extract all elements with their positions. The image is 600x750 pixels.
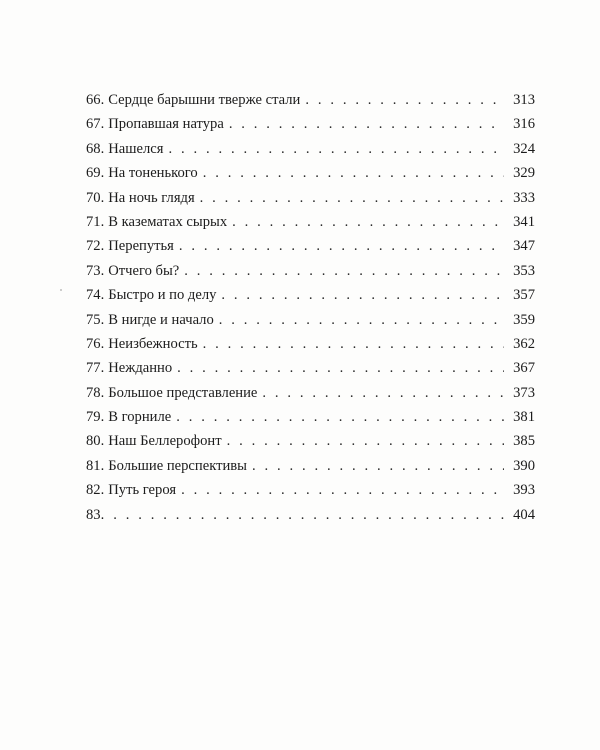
page-number: 390	[513, 457, 535, 474]
page-number: 404	[513, 506, 535, 523]
chapter-number: 81.	[86, 457, 105, 474]
chapter-number: 69.	[86, 165, 105, 182]
chapter-title: В казематах сырых	[108, 213, 228, 230]
dot-leader	[252, 454, 504, 478]
chapter-number: 74.	[86, 287, 105, 304]
chapter-number: 79.	[86, 409, 105, 426]
chapter-number: 72.	[86, 238, 105, 255]
chapter-title: Нашелся	[108, 140, 164, 157]
toc-entry	[86, 308, 535, 332]
page-speck	[60, 289, 62, 291]
dot-leader	[168, 137, 504, 161]
chapter-number: 83.	[86, 506, 105, 523]
chapter-number: 80.	[86, 433, 105, 450]
dot-leader	[177, 356, 504, 380]
dot-leader	[232, 210, 504, 234]
toc-entry	[86, 429, 535, 453]
dot-leader	[262, 381, 504, 405]
dot-leader	[219, 308, 504, 332]
chapter-title: Большие перспективы	[108, 457, 247, 474]
chapter-title: В нигде и начало	[108, 311, 214, 328]
page-number: 324	[513, 140, 535, 157]
chapter-number: 76.	[86, 335, 105, 352]
toc-entry	[86, 210, 535, 234]
dot-leader	[176, 405, 504, 429]
chapter-number: 82.	[86, 482, 105, 499]
dot-leader	[227, 429, 504, 453]
page-number: 381	[513, 409, 535, 426]
table-of-contents	[86, 88, 535, 527]
page-number: 341	[513, 213, 535, 230]
page-number: 359	[513, 311, 535, 328]
page-number: 373	[513, 384, 535, 401]
toc-entry	[86, 454, 535, 478]
page-number: 393	[513, 482, 535, 499]
chapter-number: 71.	[86, 213, 105, 230]
chapter-number: 70.	[86, 189, 105, 206]
chapter-number: 67.	[86, 116, 105, 133]
chapter-title: Путь героя	[108, 482, 177, 499]
chapter-number: 78.	[86, 384, 105, 401]
chapter-number: 68.	[86, 140, 105, 157]
page-number: 362	[513, 335, 535, 352]
page-number: 353	[513, 262, 535, 279]
toc-entry	[86, 186, 535, 210]
toc-entry	[86, 381, 535, 405]
toc-entry	[86, 478, 535, 502]
page-number: 367	[513, 360, 535, 377]
toc-entry	[86, 405, 535, 429]
chapter-number: 66.	[86, 92, 105, 108]
chapter-number: 77.	[86, 360, 105, 377]
page-number: 357	[513, 287, 535, 304]
dot-leader	[203, 161, 504, 185]
page-number: 313	[513, 92, 535, 108]
dot-leader	[203, 332, 504, 356]
dot-leader	[305, 88, 504, 112]
page-number: 316	[513, 116, 535, 133]
dot-leader	[200, 186, 504, 210]
toc-entry	[86, 332, 535, 356]
chapter-title: В горниле	[108, 409, 172, 426]
page-number: 329	[513, 165, 535, 182]
page-number: 333	[513, 189, 535, 206]
chapter-title: Сердце барышни тверже стали	[108, 92, 301, 108]
toc-entry	[86, 137, 535, 161]
chapter-title: Неизбежность	[108, 335, 198, 352]
toc-entry	[86, 112, 535, 136]
toc-entry	[86, 259, 535, 283]
toc-entry	[86, 161, 535, 185]
chapter-title: Перепутья	[108, 238, 174, 255]
toc-entry	[86, 283, 535, 307]
chapter-title: Пропавшая натура	[108, 116, 224, 133]
chapter-title: Отчего бы?	[108, 262, 180, 279]
chapter-title: На тоненького	[108, 165, 198, 182]
chapter-title: На ночь глядя	[108, 189, 195, 206]
dot-leader	[184, 259, 504, 283]
page-number: 385	[513, 433, 535, 450]
toc-entry	[86, 88, 535, 112]
page-number: 347	[513, 238, 535, 255]
chapter-number: 75.	[86, 311, 105, 328]
chapter-title: Большое представление	[108, 384, 258, 401]
dot-leader	[179, 234, 504, 258]
toc-entry	[86, 503, 535, 527]
toc-entry	[86, 234, 535, 258]
chapter-title: Нежданно	[108, 360, 173, 377]
dot-leader	[181, 478, 504, 502]
dot-leader	[221, 283, 504, 307]
toc-entry	[86, 356, 535, 380]
chapter-number: 73.	[86, 262, 105, 279]
dot-leader	[113, 503, 504, 527]
chapter-title: Наш Беллерофонт	[108, 433, 222, 450]
dot-leader	[229, 112, 504, 136]
chapter-title: Быстро и по делу	[108, 287, 217, 304]
